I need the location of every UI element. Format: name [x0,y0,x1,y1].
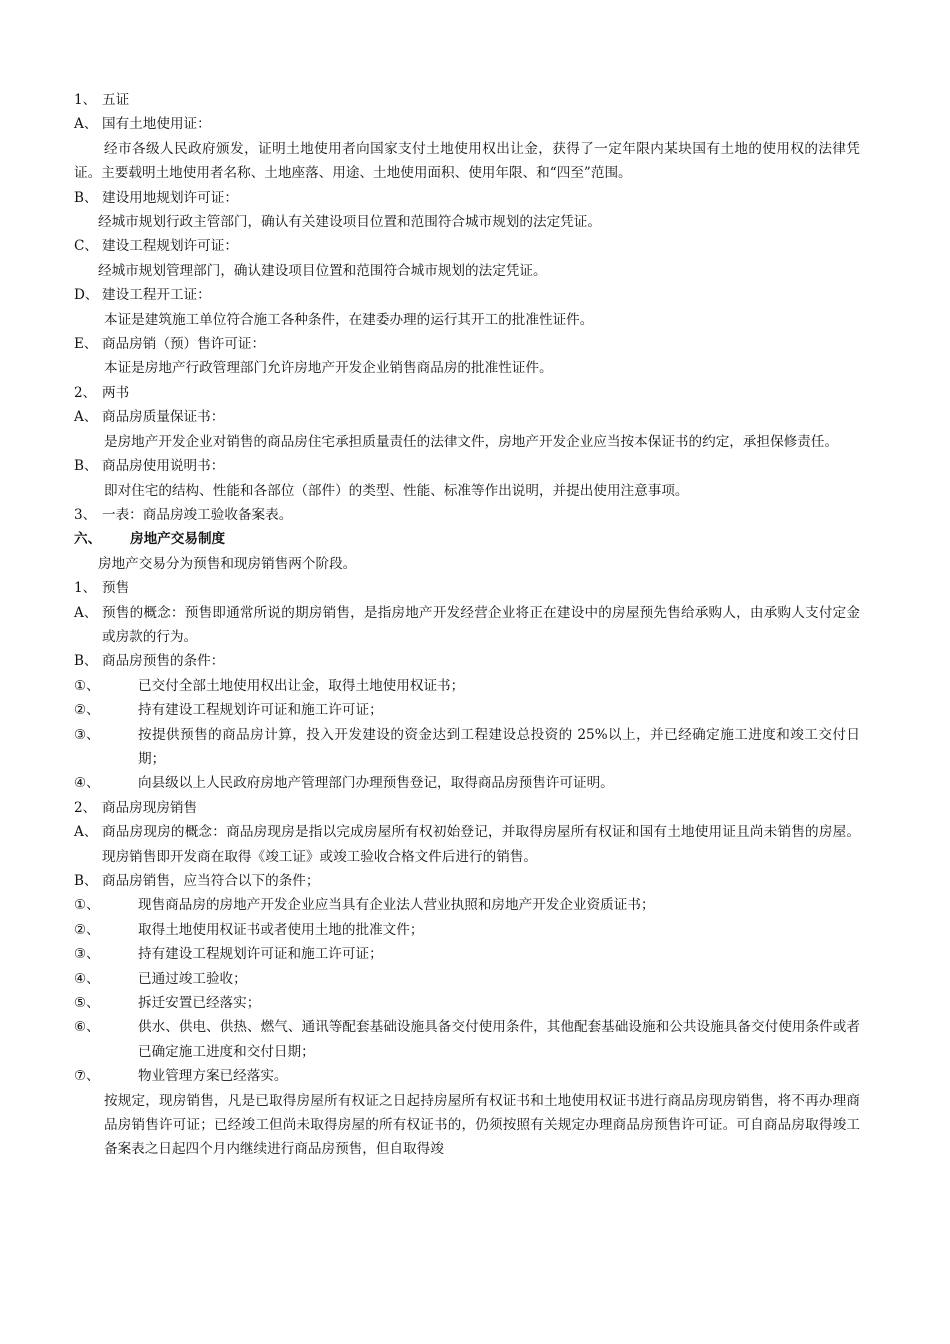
paragraph: 本证是建筑施工单位符合施工各种条件，在建委办理的运行其开工的批准性证件。 [104,311,594,328]
item-b-presale-conditions [74,649,860,673]
list-marker: C、 [74,238,98,255]
paragraph: 按规定，现房销售，凡是已取得房屋所有权证之日起持房屋所有权证书和土地使用权证书进行商品房现房销售，将不再办理商品房销售许可证；已经竣工但尚未取得房屋的所有权证书的，仍须按照有关规定办理商品房预售许可证。可自商品房取得竣工备案表之日起四个月内继续进行商品房预售，但自取得竣 [104,1092,860,1158]
list-marker: A、 [74,824,98,841]
item-text: 供水、供电、供热、燃气、通讯等配套基础设施具备交付使用条件，其他配套基础设施和公共设施具备交付使用条件或者已确定施工进度和交付日期； [138,1019,860,1060]
list-marker: B、 [74,653,98,670]
item-title: 建设用地规划许可证： [102,189,238,206]
list-marker: B、 [74,458,98,475]
list-marker: ①、 [74,897,100,914]
item-b-usage-manual [74,454,860,478]
condition-item [74,991,860,1015]
heading-presale [74,576,860,600]
condition-item [74,771,860,795]
list-marker: ②、 [74,702,100,719]
list-marker: D、 [74,287,99,304]
item-a-presale-concept [74,601,860,650]
item-e-sales-permit [74,332,860,356]
paragraph: 本证是房地产行政管理部门允许房地产开发企业销售商品房的批准性证件。 [104,360,553,377]
list-marker: E、 [74,336,98,353]
list-marker: A、 [74,604,98,621]
list-marker: B、 [74,873,98,889]
paragraph: 是房地产开发企业对销售的商品房住宅承担质量责任的法律文件，房地产开发企业应当按本保证书的约定，承担保修责任。 [104,433,839,450]
item-text: 现售商品房的房地产开发企业应当具有企业法人营业执照和房地产开发企业资质证书； [138,897,655,914]
list-marker: A、 [74,409,98,426]
item-title: 建设工程规划许可证： [102,238,238,255]
list-marker: ②、 [74,921,100,938]
list-marker: 1、 [74,580,97,597]
condition-item [74,893,860,917]
condition-item [74,942,860,966]
item-c-engineering-planning-permit [74,234,860,258]
item-text: 已交付全部土地使用权出让金，取得土地使用权证书； [138,677,465,694]
heading-text: 商品房现房销售 [102,799,198,816]
section-six-heading [74,527,860,551]
item-b-land-planning-permit [74,186,860,210]
list-marker: ⑤、 [74,995,100,1012]
heading-text: 预售 [102,580,130,597]
item-a-quality-guarantee [74,405,860,429]
item-text: 向县级以上人民政府房地产管理部门办理预售登记，取得商品房预售许可证明。 [138,775,614,792]
list-marker: A、 [74,116,98,133]
paragraph: 房地产交易分为预售和现房销售两个阶段。 [98,555,357,572]
condition-item [74,967,860,991]
item-text: 持有建设工程规划许可证和施工许可证； [138,946,383,963]
condition-item [74,1064,860,1088]
item-title: 商品房预售的条件： [102,653,225,670]
item-text: 持有建设工程规划许可证和施工许可证； [138,702,383,719]
heading-text: 两书 [102,384,130,401]
heading-two-documents [74,381,860,405]
item-text: 取得土地使用权证书或者使用土地的批准文件； [138,921,424,938]
condition-item [74,674,860,698]
paragraph: 经城市规划行政主管部门，确认有关建设项目位置和范围符合城市规划的法定凭证。 [98,214,601,231]
list-marker: ③、 [74,726,100,743]
item-title: 商品房质量保证书： [102,409,225,426]
heading-text: 一表：商品房竣工验收备案表。 [102,506,293,523]
item-a-land-use-cert [74,112,860,136]
list-marker: ①、 [74,677,100,694]
list-marker: 3、 [74,506,97,523]
list-marker: ⑥、 [74,1019,100,1036]
condition-item [74,723,860,772]
list-marker: ④、 [74,775,100,792]
item-text: 物业管理方案已经落实。 [138,1068,288,1085]
paragraph: 即对住宅的结构、性能和各部位（部件）的类型、性能、标准等作出说明，并提出使用注意事项。 [104,482,689,499]
list-marker: ④、 [74,970,100,987]
heading-text: 五证 [102,92,130,108]
item-d-construction-start-cert [74,283,860,307]
item-title: 建设工程开工证： [102,287,211,304]
item-title: 商品房销售，应当符合以下的条件； [102,873,320,889]
list-marker: 1、 [74,92,97,108]
item-a-existing-house-concept [74,820,860,869]
item-title: 商品房销（预）售许可证： [102,336,266,353]
heading-five-certificates [74,88,860,112]
section-marker: 六、 [74,531,102,548]
paragraph: 经城市规划管理部门，确认建设项目位置和范围符合城市规划的法定凭证。 [98,262,547,279]
item-text: 商品房现房的概念：商品房现房是指以完成房屋所有权初始登记，并取得房屋所有权证和国有土地使用证且尚未销售的房屋。现房销售即开发商在取得《竣工证》或竣工验收合格文件后进行的销售。 [102,824,860,865]
condition-item [74,1015,860,1064]
item-title: 商品房使用说明书： [102,458,225,475]
heading-one-form [74,503,860,527]
item-text: 已通过竣工验收； [138,970,247,987]
list-marker: B、 [74,189,98,206]
item-b-sales-conditions [74,869,860,893]
item-text: 拆迁安置已经落实； [138,995,261,1012]
list-marker: ⑦、 [74,1068,100,1085]
list-marker: 2、 [74,799,97,816]
heading-existing-house-sales [74,796,860,820]
paragraph: 经市各级人民政府颁发，证明土地使用者向国家支付土地使用权出让金，获得了一定年限内某块国有土地的使用权的法律凭证。主要载明土地使用者名称、土地座落、用途、土地使用面积、使用年限、和“四至”范围。 [74,140,860,182]
item-title: 国有土地使用证： [102,116,211,133]
list-marker: ③、 [74,946,100,963]
item-text: 预售的概念：预售即通常所说的期房销售，是指房地产开发经营企业将正在建设中的房屋预先售给承购人，由承购人支付定金或房款的行为。 [102,604,860,645]
condition-item [74,698,860,722]
condition-item [74,918,860,942]
section-title: 房地产交易制度 [130,531,226,548]
list-marker: 2、 [74,384,97,401]
item-text: 按提供预售的商品房计算，投入开发建设的资金达到工程建设总投资的 25%以上，并已经确定施工进度和竣工交付日期； [138,726,860,767]
